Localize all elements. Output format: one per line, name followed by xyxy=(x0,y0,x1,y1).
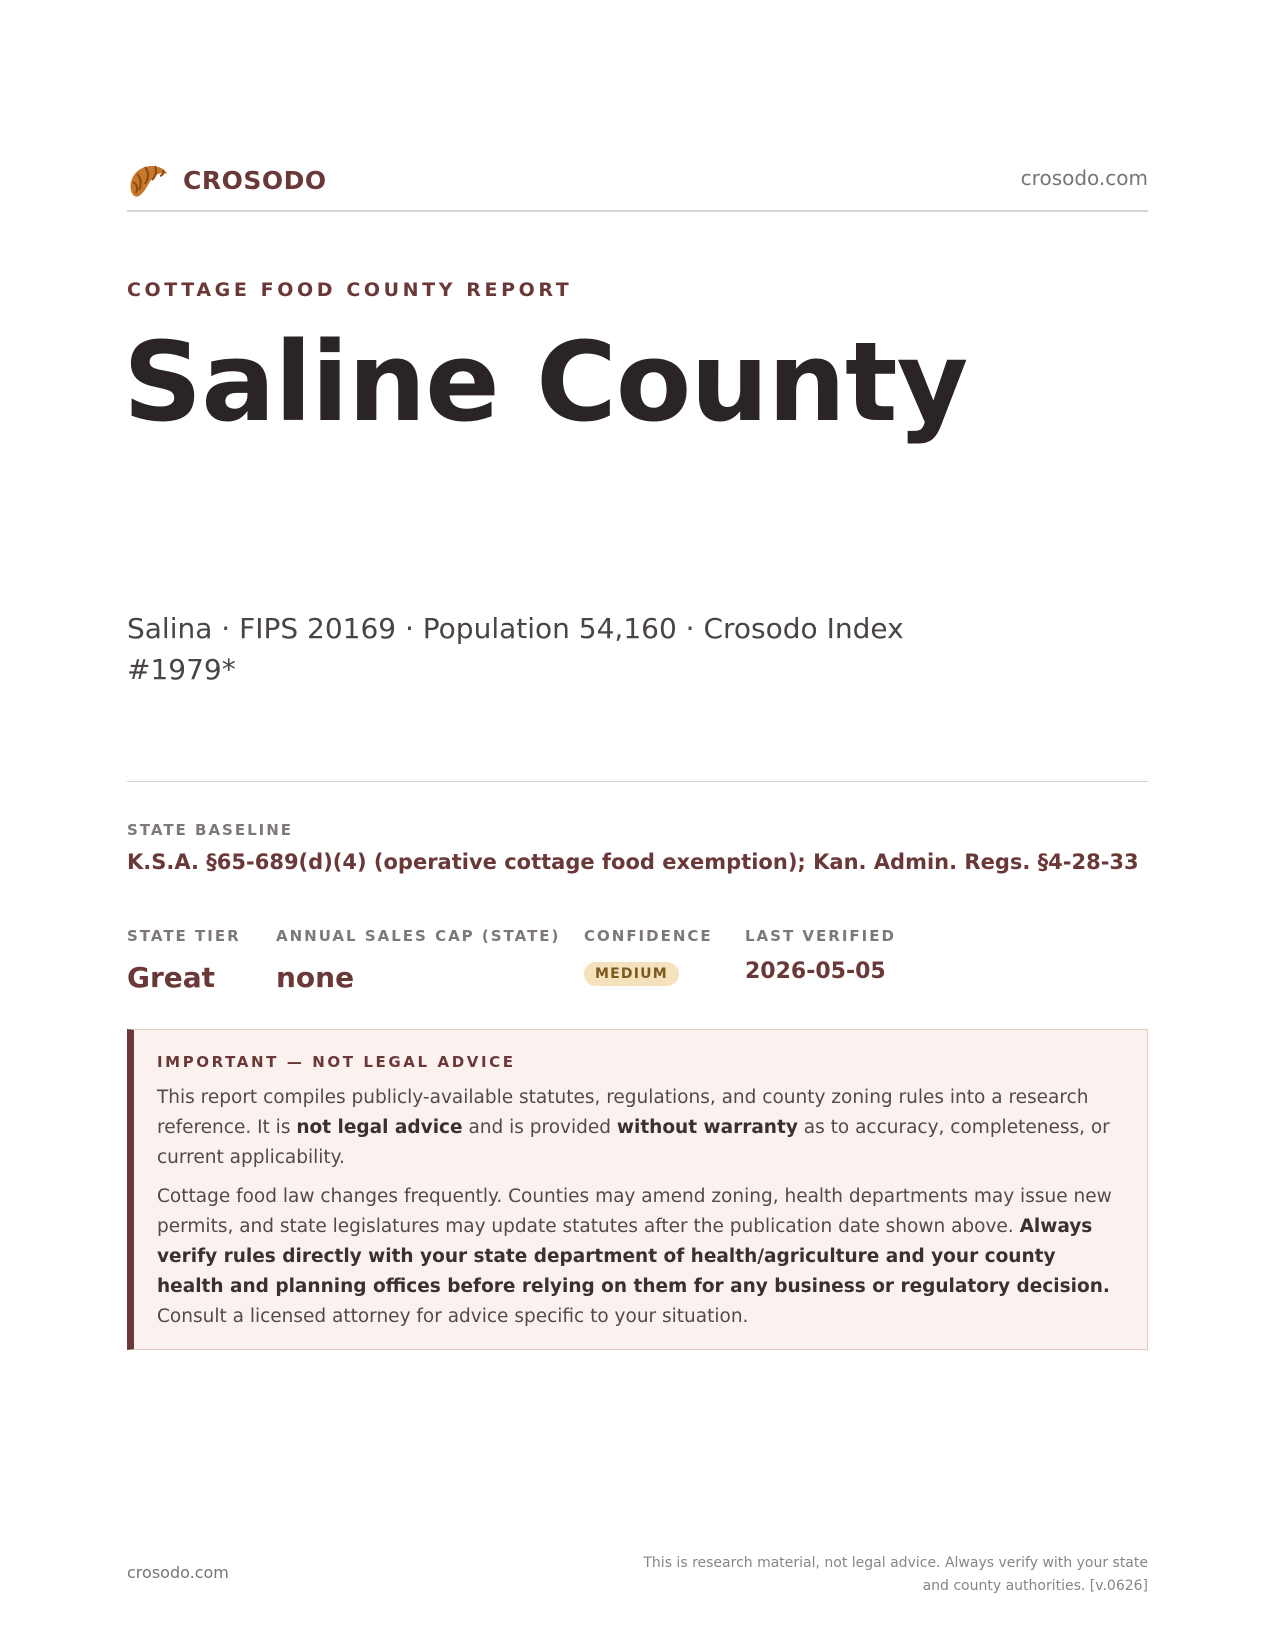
sales-cap-label: ANNUAL SALES CAP (STATE) xyxy=(276,927,561,945)
notice-paragraph-2: Cottage food law changes frequently. Counties may amend zoning, health departments may issue new permits, and state legislatures may update statutes after the publication date shown above. Always verify rules directly with your state department of health/agriculture and your county health and planning offices before relying on them for any business or regulatory decision. Consult a licensed attorney for advice specific to your situation. xyxy=(157,1186,1112,1327)
brand-logo[interactable] xyxy=(127,160,327,200)
sales-cap-stat xyxy=(276,927,560,994)
confidence-badge: MEDIUM xyxy=(584,962,679,986)
county-subtitle: Salina · FIPS 20169 · Population 54,160 · Crosodo Index #1979* xyxy=(127,612,904,686)
footer-disclaimer xyxy=(628,1552,1148,1598)
last-verified-stat xyxy=(745,927,896,984)
croissant-icon xyxy=(127,160,169,200)
state-tier-stat xyxy=(127,927,241,994)
state-tier-value: Great xyxy=(127,961,216,994)
confidence-label: CONFIDENCE xyxy=(584,927,713,945)
notice-title: IMPORTANT — NOT LEGAL ADVICE xyxy=(157,1053,516,1071)
notice-paragraph-1: This report compiles publicly-available statutes, regulations, and county zoning rules into a research reference. It is not legal advice and is provided without warranty as to accuracy, completeness, or current applicability. xyxy=(157,1087,1110,1168)
page-title: Saline County xyxy=(123,318,968,446)
sales-cap-value: none xyxy=(276,961,355,994)
state-baseline-value: K.S.A. §65-689(d)(4) (operative cottage food exemption); Kan. Admin. Regs. §4-28-33 xyxy=(127,850,1139,874)
legal-notice xyxy=(127,1029,1148,1350)
last-verified-value: 2026-05-05 xyxy=(745,959,886,984)
footer-disclaimer-line-1: This is research material, not legal advice. Always verify with your state xyxy=(643,1555,1148,1571)
section-divider xyxy=(127,781,1148,782)
site-domain[interactable]: crosodo.com xyxy=(1020,166,1148,190)
state-tier-label: STATE TIER xyxy=(127,927,241,945)
brand-name: CROSODO xyxy=(183,165,327,195)
confidence-stat xyxy=(584,927,713,986)
footer-disclaimer-line-2: and county authorities. [v.0626] xyxy=(922,1578,1148,1594)
footer-domain[interactable]: crosodo.com xyxy=(127,1563,229,1582)
report-kicker: COTTAGE FOOD COUNTY REPORT xyxy=(127,279,573,301)
state-baseline-label: STATE BASELINE xyxy=(127,821,294,839)
last-verified-label: LAST VERIFIED xyxy=(745,927,896,945)
report-page xyxy=(123,0,1148,1650)
header-divider xyxy=(127,210,1148,212)
